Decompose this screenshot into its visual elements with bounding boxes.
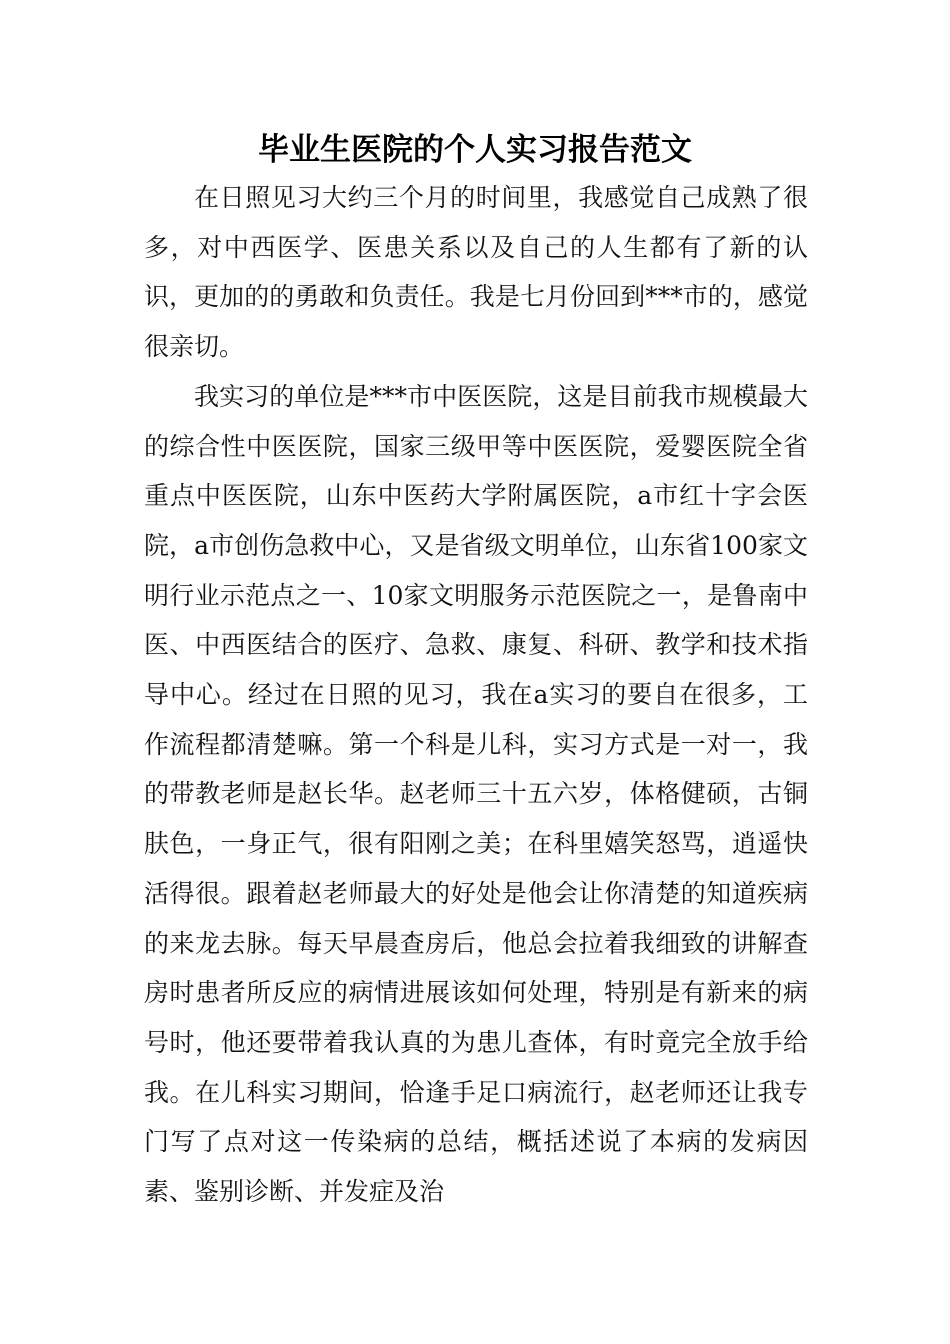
document-body <box>144 173 808 1217</box>
document-title: 毕业生医院的个人实习报告范文 <box>258 132 692 168</box>
paragraph-2: 我实习的单位是***市中医医院，这是目前我市规模最大的综合性中医医院，国家三级甲等中医医院，爱婴医院全省重点中医医院，山东中医药大学附属医院，a市红十字会医院，a市创伤急救中心，又是省级文明单位，山东省100家文明行业示范点之一、10家文明服务示范医院之一，是鲁南中医、中西医结合的医疗、急救、康复、科研、教学和技术指导中心。经过在日照的见习，我在a实习的要自在很多，工作流程都清楚嘛。第一个科是儿科，实习方式是一对一，我的带教老师是赵长华。赵老师三十五六岁，体格健硕，古铜肤色，一身正气，很有阳刚之美；在科里嬉笑怒骂，逍遥快活得很。跟着赵老师最大的好处是他会让你清楚的知道疾病的来龙去脉。每天早晨查房后，他总会拉着我细致的讲解查房时患者所反应的病情进展该如何处理，特别是有新来的病号时，他还要带着我认真的为患儿查体，有时竟完全放手给我。在儿科实习期间，恰逢手足口病流行，赵老师还让我专门写了点对这一传染病的总结，概括述说了本病的发病因素、鉴别诊断、并发症及治 <box>144 381 808 1207</box>
paragraph-1: 在日照见习大约三个月的时间里，我感觉自己成熟了很多，对中西医学、医患关系以及自己的人生都有了新的认识，更加的的勇敢和负责任。我是七月份回到***市的，感觉很亲切。 <box>144 183 808 362</box>
